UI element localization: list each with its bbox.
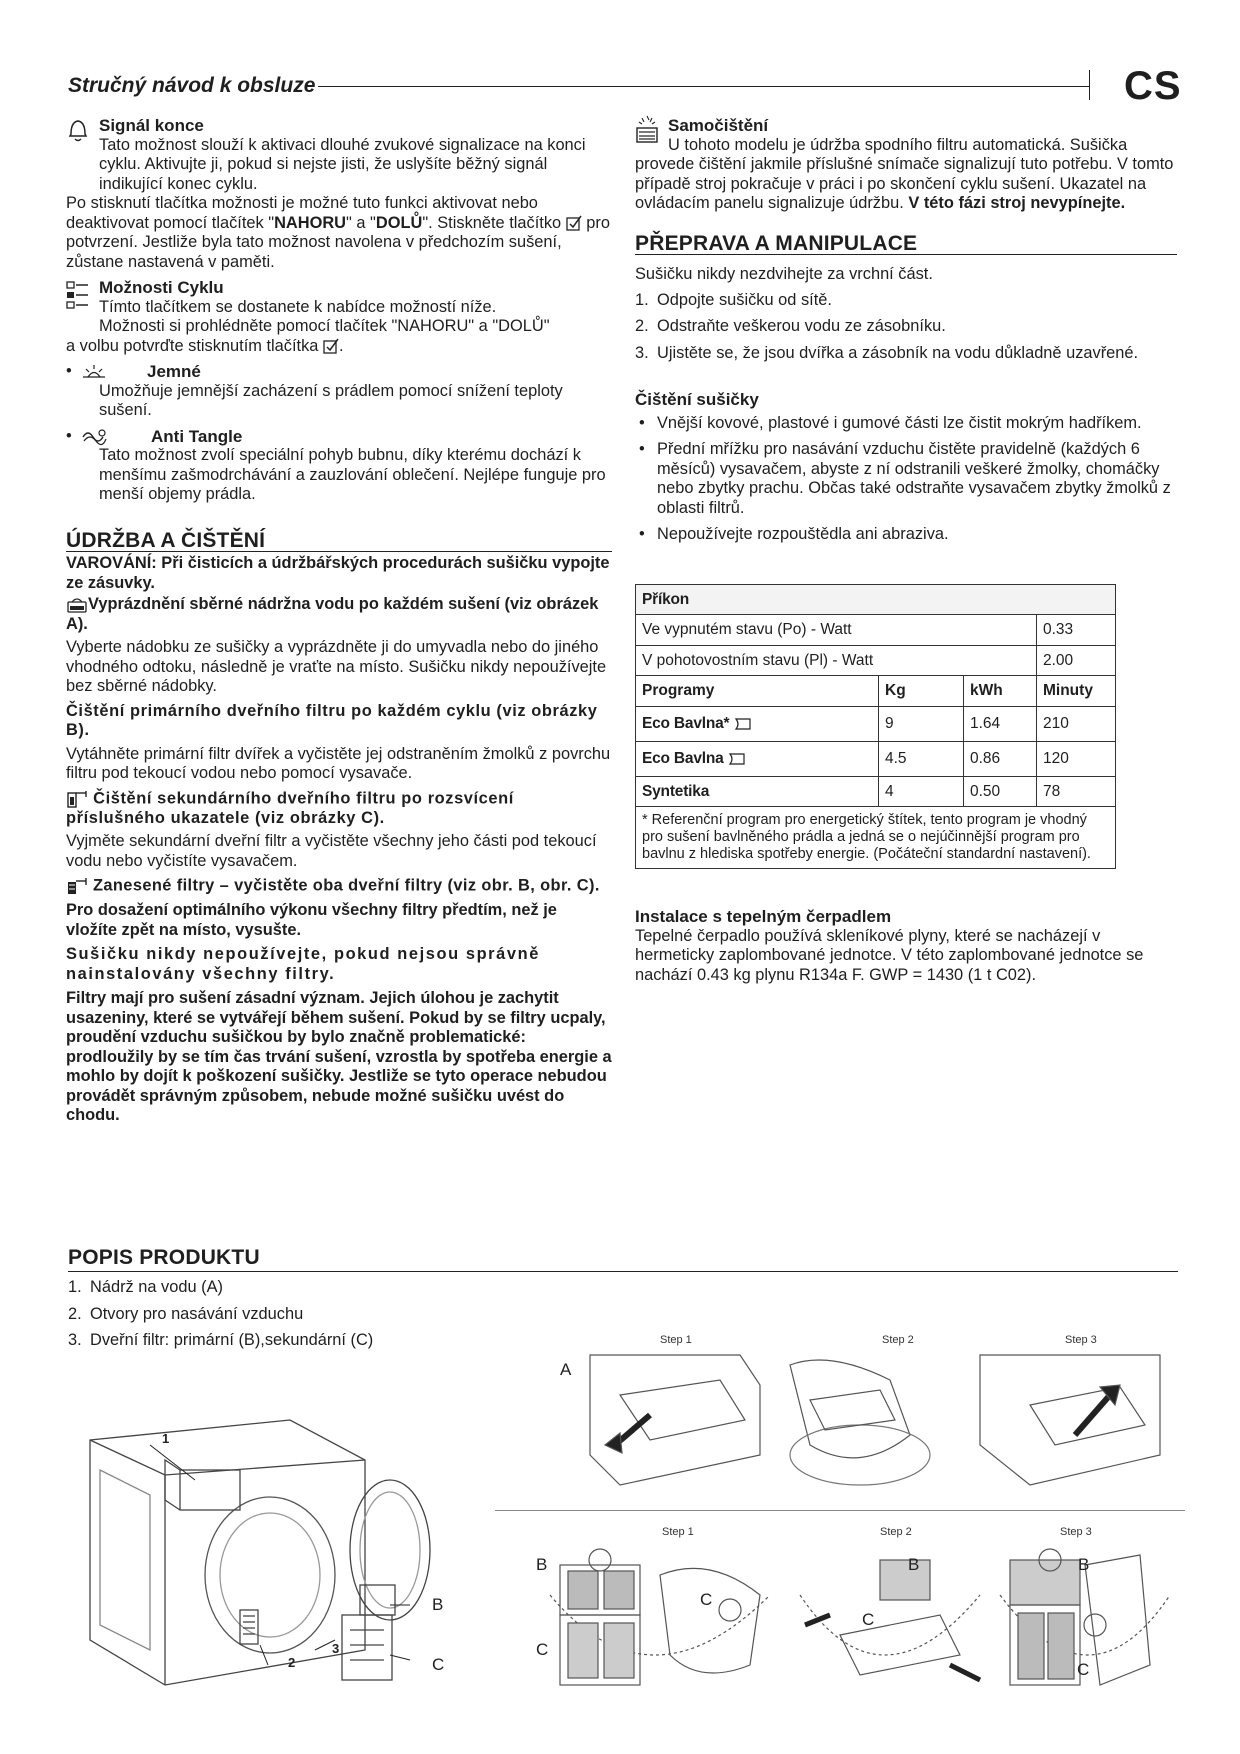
list-item [635, 317, 1177, 337]
callout-1: 1 [162, 1431, 170, 1446]
col-header-minutes: Minuty [1037, 676, 1116, 707]
list-item-text: Nádrž na vodu (A) [90, 1278, 224, 1296]
gentle-text-wrap [99, 382, 612, 421]
off-state-label: Ve vypnutém stavu (Po) - Watt [636, 615, 1037, 646]
antitangle-section [66, 427, 612, 505]
gentle-title: Jemné [147, 362, 201, 381]
list-item: • Nepoužívejte rozpouštědla ani abraziva. [635, 525, 1177, 545]
list-item-text: Otvory pro nasávání vzduchu [90, 1304, 304, 1323]
antitangle-icon [80, 427, 110, 447]
signal-section [66, 116, 612, 272]
list-item: • Přední mřížku pro nasávání vzduchu čistěte pravidelně (každých 6 měsíců) vysavačem, abyste z ní odstranili veškeré žmolky, chomáčky nebo zbytky prachu. Občas také odstraňte vysavačem zbytky žmolků z oblasti filtrů. [635, 440, 1177, 518]
maintenance-warning: VAROVÁNÍ: Při čisticích a údržbářských procedurách sušičku vypojte ze zásuvky. [66, 554, 610, 592]
callout-c: C [432, 1655, 445, 1674]
right-column [635, 116, 1177, 985]
cycle-options-t3: a volbu potvrďte stisknutím tlačítka [66, 336, 319, 355]
kwh-cell: 0.50 [964, 776, 1037, 807]
confirm-icon [566, 215, 582, 231]
standby-value: 2.00 [1037, 645, 1116, 676]
figure-a-step-1: Step 1 [660, 1334, 692, 1346]
page-title: Stručný návod k obsluze [68, 74, 316, 97]
list-item [68, 1305, 1178, 1325]
figure-bc-step-3: Step 3 [1060, 1526, 1092, 1538]
heatpump-title: Instalace s tepelným čerpadlem [635, 907, 892, 926]
empty-tank-text: Vyberte nádobku ze sušičky a vyprázdněte ji do umyvadla nebo do jiného vhodného odtoku, následně je vraťte na místo. Sušičku nikdy nepoužívejte bez sběrné nádobky. [66, 638, 607, 695]
signal-p2c: pro potvrzení. Jestliže byla tato možnost navolena v předchozím sušení, zůstane nastavená v paměti. [66, 213, 610, 271]
signal-up: NAHORU [274, 213, 347, 232]
minutes-cell: 120 [1037, 741, 1116, 776]
col-header-programs: Programy [636, 676, 879, 707]
antitangle-text: Tato možnost zvolí speciální pohyb bubnu, díky kterému dochází k menšímu zašmodrchávání a zauzlování oblečení. Nejlépe funguje pro menší objemy prádla. [99, 446, 606, 503]
figure-bc-c-1: C [536, 1640, 549, 1659]
empty-tank-title [66, 595, 612, 634]
cycle-options-title: Možnosti Cyklu [99, 278, 224, 297]
transport-heading: PŘEPRAVA A MANIPULACE [635, 234, 1177, 256]
clogged-filters-title-text: Zanesené filtry – vyčistěte oba dveřní filtry (viz obr. B, obr. C). [92, 876, 600, 895]
signal-text-intro [99, 136, 612, 195]
minutes-cell: 78 [1037, 776, 1116, 807]
signal-p2b: ". Stiskněte tlačítko [422, 213, 562, 232]
list-item-number: 1. [635, 290, 649, 309]
empty-tank-title-text: Vyprázdnění sběrné nádržna vodu po každém sušení (viz obrázek A). [66, 595, 599, 633]
transport-intro: Sušičku nikdy nezdvihejte za vrchní část. [635, 265, 933, 283]
clogged-filter-icon [66, 876, 88, 896]
gentle-section [66, 362, 612, 421]
sun-icon [80, 363, 108, 381]
dryer-illustration [70, 1400, 470, 1700]
filters-essential-note: Filtry mají pro sušení zásadní význam. Jejich úlohou je zachytit usazeniny, které se vytvářejí během sušení. Pokud by se filtry ucpaly, proudění vzduchu sušičkou by bylo značně problematické: prodloužily by se tím čas trvání sušení, vzrostla by spotřeba energie a mohlo by dojít k poškození sušičky. Jestliže se tyto operace nebudou provádět správným způsobem, nebude možné sušičku uvést do chodu. [66, 989, 612, 1124]
door-filter-icon [66, 789, 88, 809]
cycle-options-section [66, 278, 612, 337]
figure-bc-c-2: C [700, 1590, 713, 1609]
figure-bc-step-2: Step 2 [880, 1526, 912, 1538]
list-item [635, 344, 1177, 364]
bullet-dot: • [66, 362, 72, 380]
program-cell [636, 706, 879, 741]
dry-filters-note: Pro dosažení optimálního výkonu všechny filtry předtím, než je vložíte zpět na místo, vysušte. [66, 901, 557, 939]
list-item [635, 291, 1177, 311]
empty-tank-block [66, 595, 612, 697]
power-table-header-row [636, 676, 1116, 707]
bullet-dot: • [66, 426, 72, 445]
col-header-kwh: kWh [964, 676, 1037, 707]
cycle-options-t1: Tímto tlačítkem se dostanete k nabídce možností níže. [99, 297, 497, 316]
cycle-options-t3-end: . [338, 336, 344, 355]
list-item-number: 3. [635, 343, 649, 362]
signal-mid: " a " [346, 213, 376, 232]
list-item: • Vnější kovové, plastové i gumové části lze čistit mokrým hadříkem. [635, 414, 1177, 434]
kwh-cell: 0.86 [964, 741, 1037, 776]
eco-program-icon [728, 753, 746, 765]
list-item-number: 3. [68, 1331, 82, 1349]
figure-bc-c-4: C [1077, 1660, 1090, 1679]
gentle-text: Umožňuje jemnější zacházení s prádlem pomocí snížení teploty sušení. [99, 381, 563, 419]
secondary-filter-text: Vyjměte sekundární dveřní filtr a vyčistěte všechny jeho části pod tekoucí vodu nebo vyčistíte vysavačem. [66, 832, 597, 870]
figure-a-step-2: Step 2 [882, 1334, 914, 1346]
kwh-cell: 1.64 [964, 706, 1037, 741]
figure-divider [495, 1510, 1185, 1511]
primary-filter-text: Vytáhněte primární filtr dvířek a vyčistěte jej odstraněním žmolků z povrchu filtru pod tekoucí vodou nebo pomocí vysavače. [66, 744, 611, 782]
signal-instructions [66, 194, 612, 272]
self-cleaning-title: Samočištění [668, 116, 769, 135]
list-item-text: Dveřní filtr: primární (B),sekundární (C) [90, 1331, 374, 1349]
standby-label: V pohotovostním stavu (Pl) - Watt [636, 645, 1037, 676]
program-name: Eco Bavlna [642, 749, 724, 767]
minutes-cell: 210 [1037, 706, 1116, 741]
list-item-text: Odstraňte veškerou vodu ze zásobníku. [657, 317, 946, 335]
heatpump-text: Tepelné čerpadlo používá skleníkové plyny, které se nacházejí v hermeticky zaplombované jednotce. V této zaplombované jednotce se nachází 0.43 kg plynu R134a F. GWP = 1430 (1 t C02). [635, 926, 1144, 984]
self-cleaning-warning: V této fázi stroj nevypínejte. [908, 194, 1126, 212]
self-cleaning-icon [635, 114, 659, 144]
callout-2: 2 [288, 1655, 296, 1670]
cycle-options-t2: Možnosti si prohlédněte pomocí tlačítek "NAHORU" a "DOLŮ" [99, 317, 550, 335]
confirm-icon [323, 338, 339, 354]
power-table [635, 584, 1116, 870]
product-heading: POPIS PRODUKTU [68, 1246, 1178, 1272]
program-cell: Syntetika [636, 776, 879, 807]
self-cleaning-text: U tohoto modelu je údržba spodního filtru automatická. Sušička provede čištění jakmile příslušné snímače signalizují tuto potřebu. V tomto případě stroj pokračuje v práci i po skončení cyklu sušení. Ukazatel na ovládacím panelu signalizuje údržbu. [635, 135, 1174, 212]
signal-down: DOLŮ [375, 213, 423, 232]
list-item [68, 1278, 1178, 1298]
list-item-number: 1. [68, 1278, 82, 1296]
table-row [636, 706, 1116, 741]
self-cleaning-section [635, 116, 1177, 136]
antitangle-title: Anti Tangle [151, 426, 243, 446]
signal-text: Tato možnost slouží k aktivaci dlouhé zvukové signalizace na konci cyklu. Aktivujte ji, pokud si nejste jisti, že uslyšíte běžný signál indikující konec cyklu. [99, 135, 586, 193]
clogged-filters-title [66, 876, 612, 896]
callout-b: B [432, 1595, 444, 1614]
self-cleaning-text-line [635, 136, 1177, 214]
list-item-text: Ujistěte se, že jsou dvířka a zásobník na vodu důkladně uzavřené. [657, 343, 1139, 362]
secondary-filter-title-text: Čištění sekundárního dveřního filtru po rozsvícení příslušného ukazatele (viz obrázky C). [66, 788, 514, 827]
figure-bc-b-1: B [536, 1555, 548, 1574]
transport-steps [635, 291, 1177, 364]
secondary-filter-title [66, 789, 612, 829]
program-cell [636, 741, 879, 776]
signal-p2a: Po stisknutí tlačítka možnosti je možné tuto funkci aktivovat nebo deaktivovat pomocí tlačítek " [66, 194, 538, 232]
col-header-kg: Kg [879, 676, 964, 707]
off-state-value: 0.33 [1037, 615, 1116, 646]
figure-a-letter: A [560, 1360, 572, 1379]
header-rule [318, 86, 1090, 87]
list-item-text: Odpojte sušičku od sítě. [657, 290, 832, 309]
callout-3: 3 [332, 1641, 340, 1656]
figure-bc-c-3: C [862, 1610, 875, 1629]
cleaning-title: Čištění sušičky [635, 390, 759, 409]
header-rule-tick [1089, 70, 1090, 100]
cleaning-bullets [635, 414, 1177, 545]
kg-cell: 4.5 [879, 741, 964, 776]
language-code: CS [1124, 64, 1182, 108]
eco-program-icon [734, 718, 752, 730]
cycle-options-icon [66, 280, 90, 312]
figure-bc-step-1: Step 1 [662, 1526, 694, 1538]
figure-bc-steps [536, 1515, 1180, 1715]
left-column [66, 116, 612, 1126]
list-item-number: 2. [635, 317, 649, 335]
figure-bc-b-2: B [908, 1555, 920, 1574]
table-row [636, 776, 1116, 807]
kg-cell: 9 [879, 706, 964, 741]
program-name: Eco Bavlna* [642, 714, 730, 732]
power-table-note: * Referenční program pro energetický štítek, tento program je vhodný pro sušení bavlněného prádla a jedná se o nejúčinnější program pro bavlnu z hlediska spotřeby energie. (Počáteční standardní nastavení). [636, 807, 1116, 869]
water-tank-icon [66, 596, 88, 614]
list-item-number: 2. [68, 1304, 82, 1323]
figure-a-steps [560, 1325, 1175, 1505]
cycle-options-t3-line [66, 337, 612, 357]
power-table-title: Příkon [636, 584, 1116, 615]
kg-cell: 4 [879, 776, 964, 807]
figure-bc-b-3: B [1078, 1555, 1090, 1574]
primary-filter-title: Čištění primárního dveřního filtru po každém cyklu (viz obrázky B). [66, 701, 598, 739]
signal-title: Signál konce [99, 116, 204, 135]
maintenance-heading: ÚDRŽBA A ČIŠTĚNÍ [66, 531, 612, 553]
never-use-note: Sušičku nikdy nepoužívejte, pokud nejsou správně nainstalovány všechny filtry. [66, 945, 540, 983]
figure-a-step-3: Step 3 [1065, 1334, 1097, 1346]
bell-icon [68, 118, 88, 144]
table-row [636, 741, 1116, 776]
